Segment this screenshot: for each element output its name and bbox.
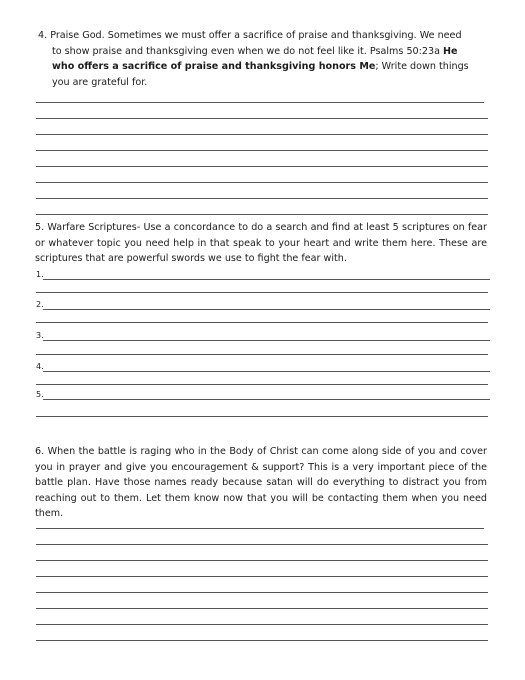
writing-line[interactable]: [36, 354, 488, 355]
section-4-tail: ; Write down things you are grateful for.: [52, 61, 469, 88]
writing-line[interactable]: [36, 134, 488, 135]
writing-line[interactable]: [36, 322, 488, 323]
scripture-entry-1[interactable]: [36, 270, 490, 282]
writing-line[interactable]: [36, 576, 488, 577]
scripture-entry-4[interactable]: [36, 362, 490, 374]
writing-line[interactable]: [36, 150, 488, 151]
section-4-prompt: [38, 28, 478, 90]
writing-line[interactable]: [36, 102, 484, 103]
scripture-number-3: 3.: [36, 331, 44, 340]
writing-line[interactable]: [36, 292, 488, 293]
scripture-number-4: 4.: [36, 362, 44, 371]
writing-line[interactable]: [36, 166, 488, 167]
writing-line[interactable]: [36, 182, 488, 183]
section-5-prompt: 5. Warfare Scriptures- Use a concordance to do a search and find at least 5 scriptures on fear or whatever topic you need help in that speak to your heart and write them here. These are scriptures that are powerful swords we use to fight the fear with.: [35, 222, 487, 265]
writing-line[interactable]: [36, 592, 488, 593]
scripture-number-1: 1.: [36, 270, 44, 279]
writing-line[interactable]: [36, 544, 488, 545]
writing-line[interactable]: [36, 214, 488, 215]
writing-line[interactable]: [36, 640, 488, 641]
scripture-entry-2[interactable]: [36, 300, 490, 312]
section-4-line2: to show praise and thanksgiving even when we do not feel like it. Psalms 50:23a: [52, 45, 444, 57]
section-4-bold-quote: He who offers a sacrifice of praise and thanksgiving honors Me: [52, 45, 458, 73]
writing-line[interactable]: [36, 624, 488, 625]
scripture-number-2: 2.: [36, 300, 44, 309]
scripture-entry-3[interactable]: [36, 331, 490, 343]
section-4-body: [38, 44, 478, 91]
writing-line[interactable]: [36, 384, 488, 385]
writing-line[interactable]: [36, 608, 488, 609]
writing-line[interactable]: [36, 416, 488, 417]
scripture-entry-5[interactable]: [36, 390, 490, 402]
scripture-number-5: 5.: [36, 390, 44, 399]
writing-line[interactable]: [36, 528, 484, 529]
writing-line[interactable]: [36, 560, 488, 561]
writing-line[interactable]: [36, 198, 488, 199]
section-6-prompt: 6. When the battle is raging who in the Body of Christ can come along side of you and cover you in prayer and give you encouragement & support? This is a very important piece of the battle plan. Have those names ready because satan will do everything to distract you from reaching out to them. Let them know now that you will be contacting them when you need them.: [35, 446, 487, 520]
writing-line[interactable]: [36, 118, 488, 119]
section-4-line1: 4. Praise God. Sometimes we must offer a sacrifice of praise and thanksgiving. We need: [38, 30, 462, 41]
